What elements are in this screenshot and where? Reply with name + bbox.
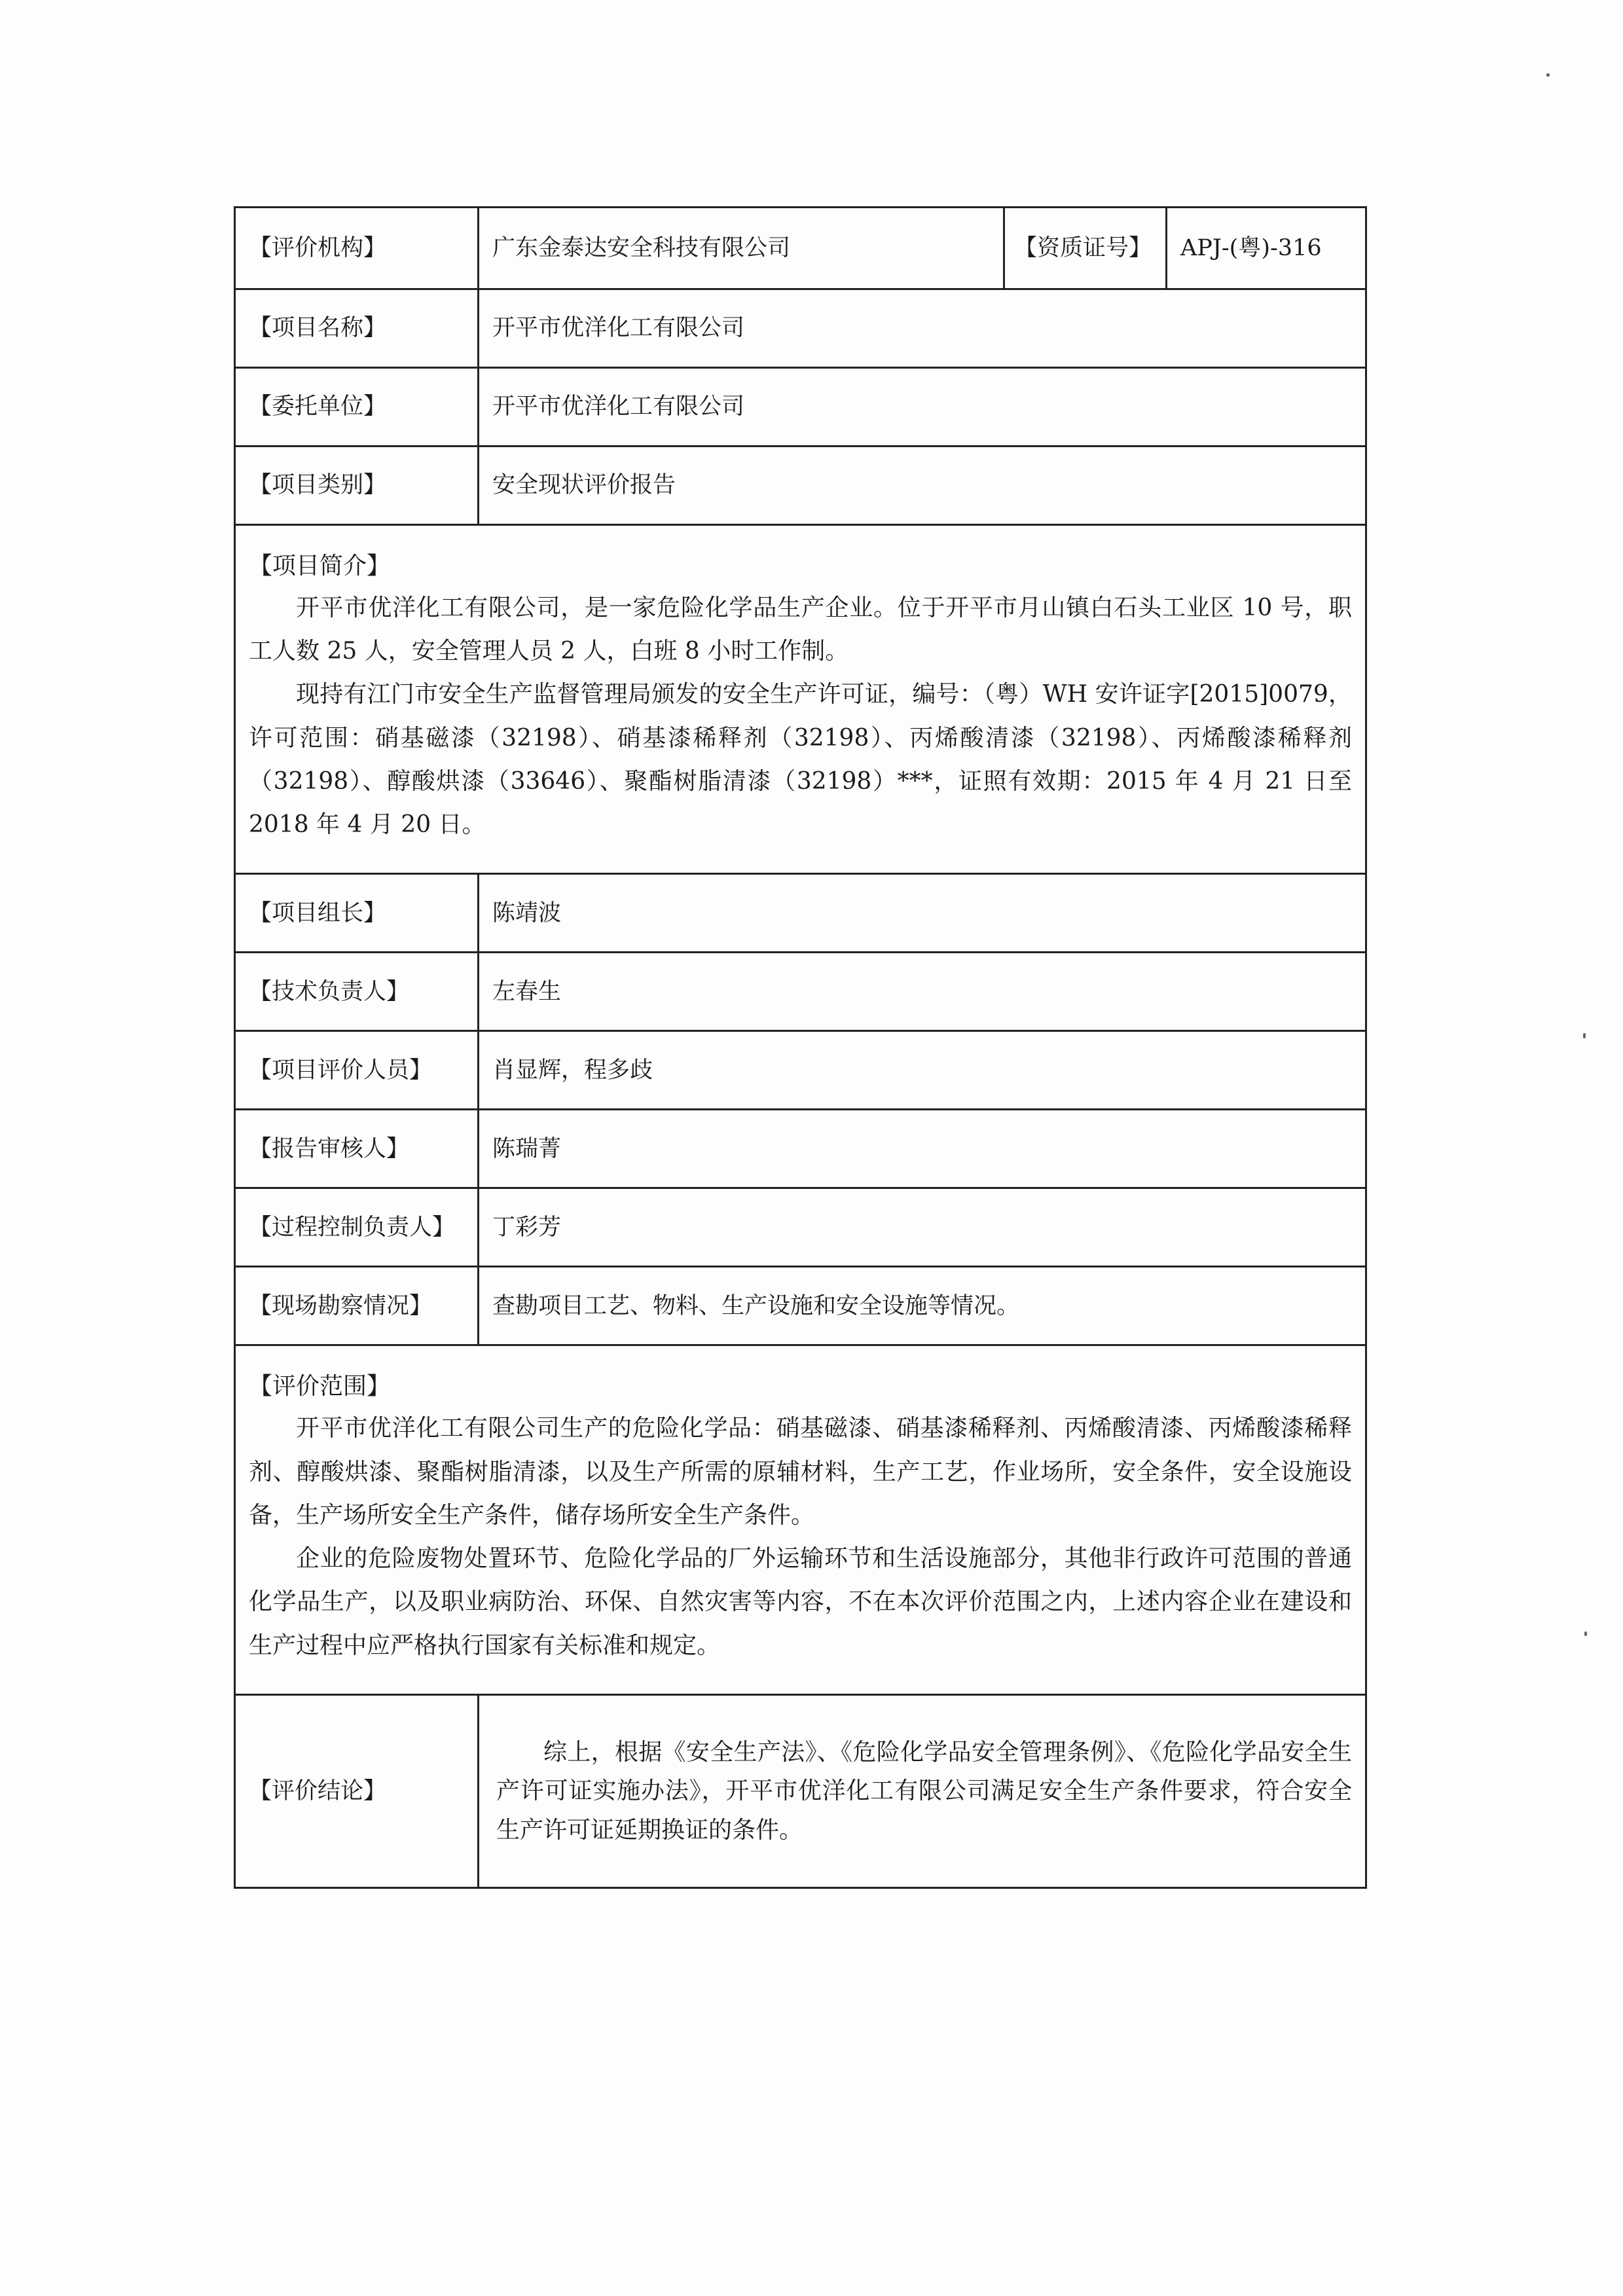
cert-value: APJ-(粤)-316 (1167, 208, 1366, 289)
row-org (235, 208, 1366, 289)
project-name-value: 开平市优洋化工有限公司 (479, 289, 1366, 368)
row-client (235, 368, 1366, 446)
leader-label: 【项目组长】 (235, 874, 479, 953)
conclusion-cell (479, 1694, 1366, 1887)
scan-speck (1583, 1033, 1586, 1038)
reviewer-value: 陈瑞菁 (479, 1110, 1366, 1188)
conclusion-label: 【评价结论】 (235, 1694, 479, 1887)
row-process-control (235, 1188, 1366, 1267)
intro-paragraph: 现持有江门市安全生产监督管理局颁发的安全生产许可证，编号：（粤）WH 安许证字[2015]0079，许可范围：硝基磁漆（32198）、硝基漆稀释剂（32198）、丙烯酸清漆（32198）、丙烯酸漆稀释剂（32198）、醇酸烘漆（33646）、聚酯树脂清漆（32198）***，证照有效期：2015 年 4 月 21 日至 2018 年 4 月 20 日。 (249, 681, 1352, 839)
row-evaluators (235, 1031, 1366, 1110)
intro-title: 【项目简介】 (249, 553, 391, 579)
conclusion-text: 综上，根据《安全生产法》、《危险化学品安全管理条例》、《危险化学品安全生产许可证实施办法》，开平市优洋化工有限公司满足安全生产条件要求，符合安全生产许可证延期换证的条件。 (496, 1738, 1352, 1844)
evaluation-info-table (234, 206, 1367, 1889)
evaluators-value: 肖显辉，程多歧 (479, 1031, 1366, 1110)
survey-label: 【现场勘察情况】 (235, 1267, 479, 1345)
row-project-name (235, 289, 1366, 368)
row-conclusion (235, 1694, 1366, 1887)
category-label: 【项目类别】 (235, 446, 479, 525)
intro-block (235, 525, 1366, 874)
org-label: 【评价机构】 (235, 208, 479, 289)
leader-value: 陈靖波 (479, 874, 1366, 953)
process-value: 丁彩芳 (479, 1188, 1366, 1267)
tech-label: 【技术负责人】 (235, 953, 479, 1031)
row-category (235, 446, 1366, 525)
row-scope (235, 1345, 1366, 1694)
scope-paragraph: 企业的危险废物处置环节、危险化学品的厂外运输环节和生活设施部分，其他非行政许可范围的普通化学品生产，以及职业病防治、环保、自然灾害等内容，不在本次评价范围之内，上述内容企业在建设和生产过程中应严格执行国家有关标准和规定。 (249, 1545, 1352, 1659)
cert-label: 【资质证号】 (1004, 208, 1167, 289)
intro-paragraph: 开平市优洋化工有限公司，是一家危险化学品生产企业。位于开平市月山镇白石头工业区 10 号，职工人数 25 人，安全管理人员 2 人，白班 8 小时工作制。 (249, 594, 1352, 665)
evaluators-label: 【项目评价人员】 (235, 1031, 479, 1110)
process-label: 【过程控制负责人】 (235, 1188, 479, 1267)
scope-paragraph: 开平市优洋化工有限公司生产的危险化学品：硝基磁漆、硝基漆稀释剂、丙烯酸清漆、丙烯酸漆稀释剂、醇酸烘漆、聚酯树脂清漆，以及生产所需的原辅材料，生产工艺，作业场所，安全条件，安全设施设备，生产场所安全生产条件，储存场所安全生产条件。 (249, 1415, 1352, 1529)
survey-value: 查勘项目工艺、物料、生产设施和安全设施等情况。 (479, 1267, 1366, 1345)
row-survey (235, 1267, 1366, 1345)
row-leader (235, 874, 1366, 953)
category-value: 安全现状评价报告 (479, 446, 1366, 525)
tech-value: 左春生 (479, 953, 1366, 1031)
row-tech (235, 953, 1366, 1031)
org-value: 广东金泰达安全科技有限公司 (479, 208, 1004, 289)
reviewer-label: 【报告审核人】 (235, 1110, 479, 1188)
project-name-label: 【项目名称】 (235, 289, 479, 368)
row-intro (235, 525, 1366, 874)
row-reviewer (235, 1110, 1366, 1188)
scope-block (235, 1345, 1366, 1694)
scan-speck (1584, 1631, 1587, 1636)
client-label: 【委托单位】 (235, 368, 479, 446)
scope-title: 【评价范围】 (249, 1373, 391, 1400)
scan-speck (1546, 73, 1550, 77)
client-value: 开平市优洋化工有限公司 (479, 368, 1366, 446)
